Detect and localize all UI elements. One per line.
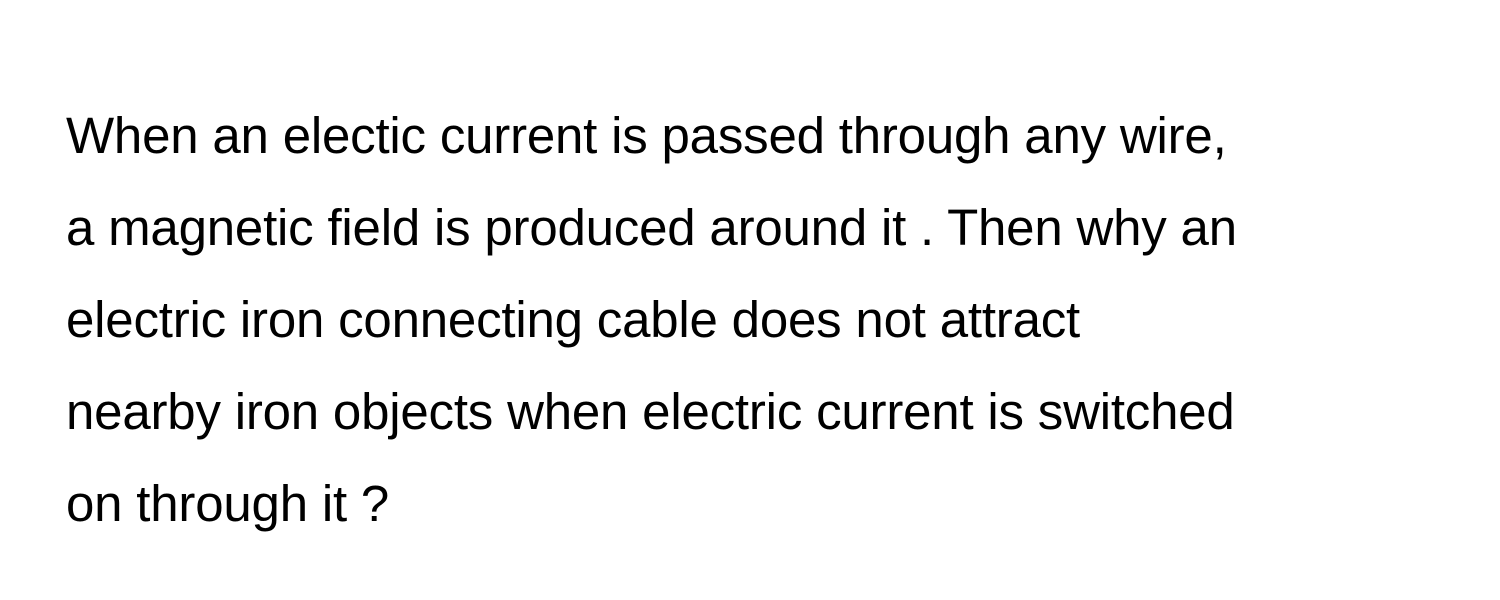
question-line-1: When an electic current is passed through any wire, — [66, 107, 1227, 164]
question-line-3: electric iron connecting cable does not attract — [66, 291, 1081, 348]
question-text — [66, 90, 1466, 550]
question-line-5: on through it ? — [66, 475, 390, 532]
question-line-4: nearby iron objects when electric current is switched — [66, 383, 1235, 440]
question-line-2: a magnetic field is produced around it . Then why an — [66, 199, 1237, 256]
